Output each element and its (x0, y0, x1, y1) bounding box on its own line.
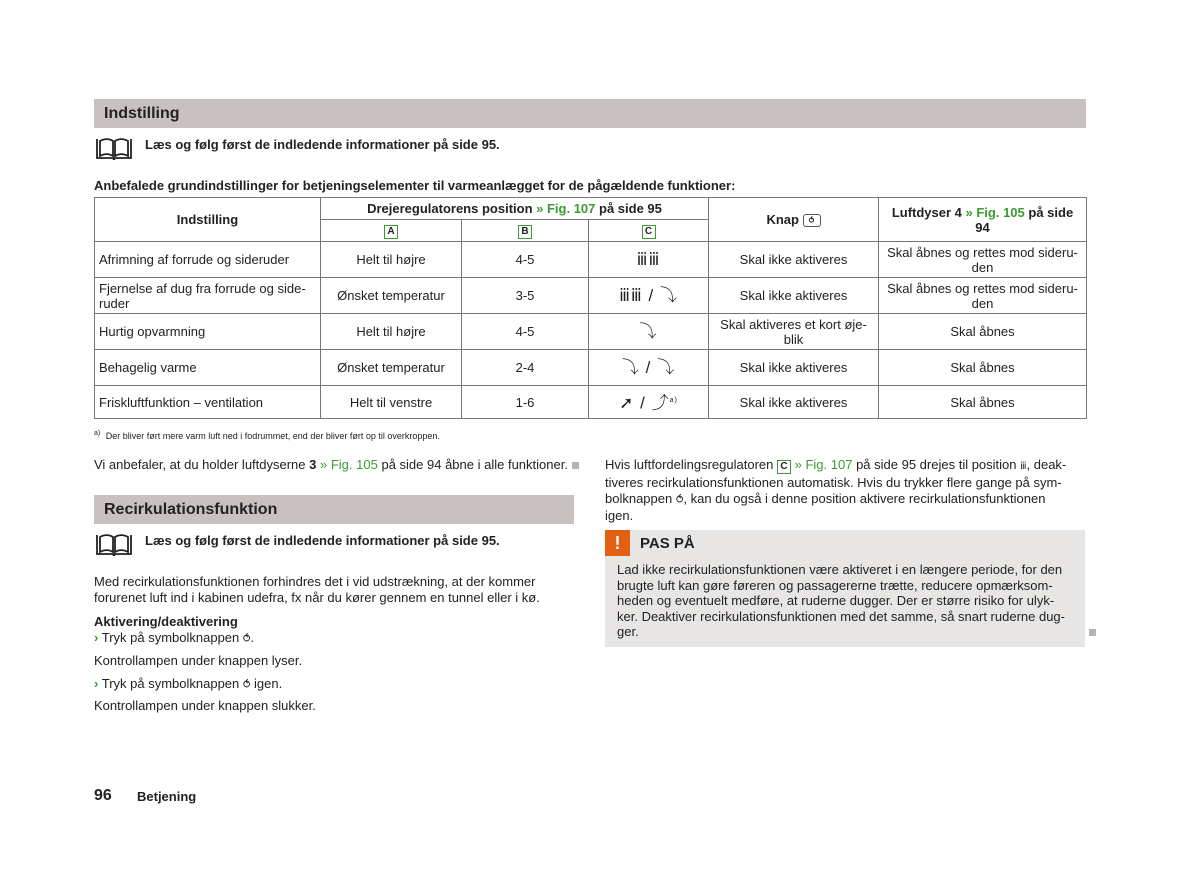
page-number: 96 (94, 787, 112, 804)
table-intro: Anbefalede grundindstillinger for betjeningselementer til varmeanlægget for de pågældende funktioner: (94, 178, 736, 193)
step-2-text: Tryk på symbolknappen (101, 676, 240, 691)
recirculation-button-icon: ⥀ (803, 214, 821, 227)
row-setting: Hurtig opvarmning (95, 314, 321, 350)
table-row (95, 314, 1087, 350)
section-title: Recirkulationsfunktion (104, 500, 278, 518)
arrow-icon: › (94, 630, 99, 645)
activation-heading: Aktivering/deaktivering (94, 614, 238, 629)
row-knap: Skal ikke aktiveres (709, 242, 879, 278)
row-knap: Skal ikke aktiveres (709, 386, 879, 419)
distribution-text-4: , kan du også i denne position aktivere recirkulationsfunktionen igen. (605, 491, 1046, 523)
recommendation-text-end: på side 94 åbne i alle funktioner. (381, 457, 568, 472)
row-position-b: 1-6 (462, 386, 589, 419)
vent-number: 3 (309, 457, 317, 472)
position-c-box: C (777, 460, 791, 474)
read-note-text: Læs og følg først de indledende informationer på side 95. (145, 533, 500, 548)
header-indstilling: Indstilling (95, 198, 321, 242)
defrost-icon: ⅲ (1020, 461, 1027, 472)
recirculation-icon: ⥀ (242, 679, 251, 691)
distribution-paragraph (605, 457, 1085, 524)
footnote-text: Der bliver ført mere varm luft ned i fodrummet, end der bliver ført op til overkroppen. (105, 431, 440, 441)
read-note (95, 136, 500, 160)
defrost-icon: ⅲⅲ (589, 242, 709, 278)
header-position-link[interactable]: » Fig. 107 (536, 201, 596, 216)
ventilation-icon (589, 386, 709, 419)
row-setting: Friskluftfunktion – ventilation (95, 386, 321, 419)
fig-105-link[interactable]: » Fig. 105 (320, 457, 378, 472)
row-position-a: Helt til højre (321, 242, 462, 278)
ventilation-icon-glyph: ➚ / ⤴ (619, 393, 670, 413)
recirculation-paragraph: Med recirkulationsfunktionen forhindres det i vid udstrækning, at der kommer forurenet luft ind i kabinen udefra, fx når du kører gennem en tunnel eller i kø. (94, 574, 540, 605)
table-footnote (94, 430, 440, 441)
table-row (95, 242, 1087, 278)
end-mark (1089, 629, 1096, 636)
recirculation-icon: ⥀ (242, 633, 251, 645)
book-icon (95, 136, 133, 160)
header-c (589, 220, 709, 242)
table-row (95, 350, 1087, 386)
footnote-marker: a) (669, 397, 678, 405)
row-position-a: Ønsket temperatur (321, 350, 462, 386)
header-knap (709, 198, 879, 242)
row-knap: Skal ikke aktiveres (709, 278, 879, 314)
table-row (95, 386, 1087, 419)
header-position-text: Drejeregulatorens position (367, 201, 533, 216)
row-luftdyser: Skal åbnes (879, 350, 1087, 386)
row-setting: Fjernelse af dug fra forrude og side- ruder (95, 278, 321, 314)
row-luftdyser: Skal åbnes og rettes mod sideru- den (879, 278, 1087, 314)
step-1-end: . (250, 630, 255, 645)
book-icon (95, 532, 133, 556)
row-position-a: Ønsket temperatur (321, 278, 462, 314)
row-position-b: 2-4 (462, 350, 589, 386)
footwell-icon: ⤵ / ⤵ (589, 350, 709, 386)
caution-text: Lad ikke recirkulationsfunktionen være aktiveret i en længere periode, for den brugte luft kan gøre føreren og passagererne trætte, reducere opmærksom-heden og eventuelt medføre, at ruderne dugger. Der er større risiko for ulyk-ker. Deaktiver recirkulationsfunktionen med det samme, så snart ruderne dug-ger. (617, 562, 1065, 639)
recommendation-paragraph (94, 457, 584, 473)
distribution-text: Hvis luftfordelingsregulatoren (605, 457, 774, 472)
section-header-recirkulation (94, 495, 574, 524)
header-position-suffix: på side 95 (599, 201, 662, 216)
fig-107-link[interactable]: » Fig. 107 (794, 457, 853, 472)
end-mark (572, 462, 579, 469)
header-luft-link[interactable]: » Fig. 105 (965, 204, 1025, 220)
table-row (95, 278, 1087, 314)
row-luftdyser: Skal åbnes (879, 386, 1087, 419)
caution-header (605, 530, 1085, 556)
position-b-box: B (518, 225, 532, 239)
row-setting: Behagelig varme (95, 350, 321, 386)
step-1-text: Tryk på symbolknappen (101, 630, 240, 645)
result-1: Kontrollampen under knappen lyser. (94, 653, 303, 668)
distribution-text-3: , deak- tiveres recirkulationsfunktionen automatisk. Hvis du trykker flere gange på sym- bolknappen (605, 457, 1067, 506)
settings-table (94, 197, 1087, 419)
row-position-b: 4-5 (462, 314, 589, 350)
row-position-a: Helt til venstre (321, 386, 462, 419)
row-luftdyser: Skal åbnes og rettes mod sideru- den (879, 242, 1087, 278)
footnote-marker-bottom: a) (94, 430, 101, 437)
row-knap: Skal aktiveres et kort øje- blik (709, 314, 879, 350)
row-position-b: 4-5 (462, 242, 589, 278)
position-a-box: A (384, 225, 398, 239)
recirculation-icon: ⥀ (675, 494, 684, 506)
header-luft-suffix: på side 94 (975, 204, 1074, 235)
distribution-text-2: på side 95 drejes til position (856, 457, 1017, 472)
header-knap-text: Knap (766, 211, 799, 227)
position-c-box: C (642, 225, 656, 239)
section-title: Indstilling (104, 104, 180, 122)
header-luftdyser (879, 198, 1087, 242)
read-note-text: Læs og følg først de indledende informationer på side 95. (145, 137, 500, 152)
row-knap: Skal ikke aktiveres (709, 350, 879, 386)
caution-box (605, 530, 1085, 647)
header-luft-text: Luftdyser 4 (891, 204, 962, 220)
row-position-a: Helt til højre (321, 314, 462, 350)
row-position-b: 3-5 (462, 278, 589, 314)
warning-icon: ! (605, 530, 630, 556)
row-setting: Afrimning af forrude og sideruder (95, 242, 321, 278)
header-position (321, 198, 709, 220)
step-2 (94, 676, 282, 693)
chapter-label: Betjening (137, 789, 197, 804)
header-b (462, 220, 589, 242)
step-2-end: igen. (254, 676, 283, 691)
read-note-2 (95, 532, 500, 556)
arrow-icon: › (94, 676, 99, 691)
result-2: Kontrollampen under knappen slukker. (94, 698, 316, 713)
row-luftdyser: Skal åbnes (879, 314, 1087, 350)
header-a (321, 220, 462, 242)
caution-title: PAS PÅ (640, 534, 695, 552)
defrost-windshield-footwell-icon: ⅲⅲ / ⤵ (589, 278, 709, 314)
windshield-footwell-icon: ⤵ (589, 314, 709, 350)
step-1 (94, 630, 254, 647)
section-header-indstilling (94, 99, 1086, 128)
recommendation-text: Vi anbefaler, at du holder luftdyserne (94, 457, 306, 472)
